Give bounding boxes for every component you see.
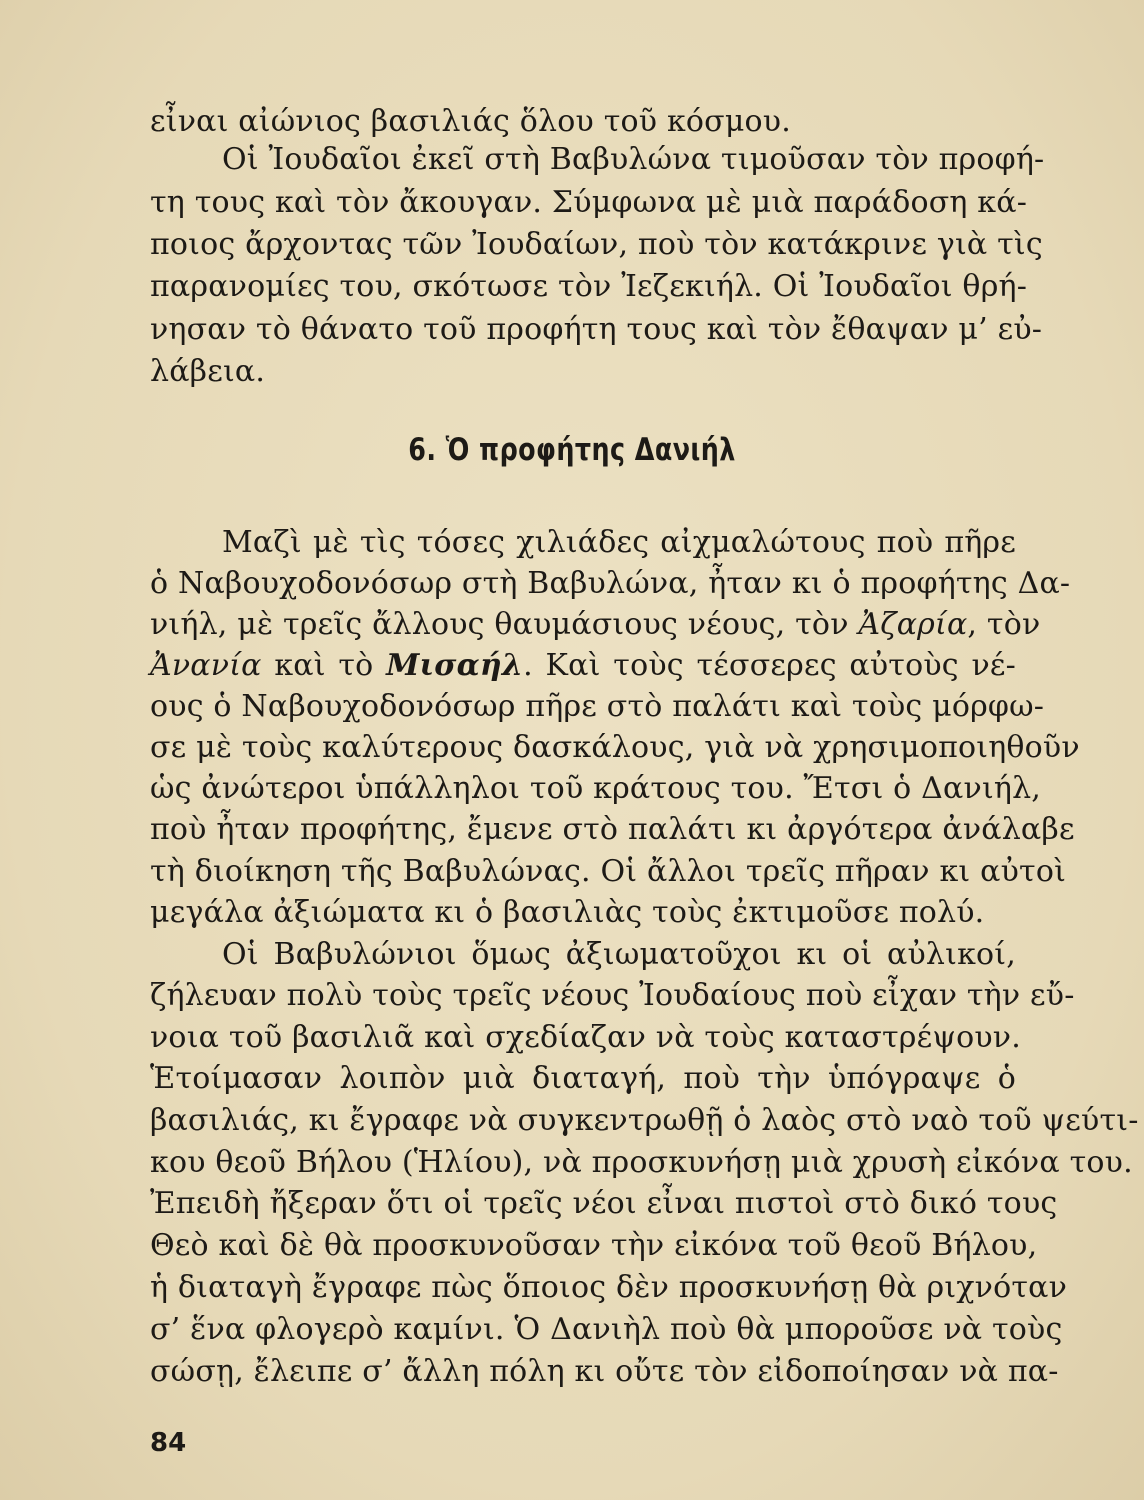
text-line: ζήλευαν πολὺ τοὺς τρεῖς νέους Ἰουδαίους ποὺ εἶχαν τὴν εὔ- [150,978,1075,1013]
text-line: Οἱ Ἰουδαῖοι ἐκεῖ στὴ Βαβυλώνα τιμοῦσαν τὸν προφή- [222,142,1045,177]
text-line: βασιλιάς, κι ἔγραφε νὰ συγκεντρωθῇ ὁ λαὸς στὸ ναὸ τοῦ ψεύτι- [150,1103,1139,1138]
text-line: μεγάλα ἀξιώματα κι ὁ βασιλιὰς τοὺς ἐκτιμοῦσε πολύ. [150,895,985,930]
text-line: κου θεοῦ Βήλου (Ἡλίου), νὰ προσκυνήσῃ μιὰ χρυσὴ εἰκόνα του. [150,1145,1133,1180]
text-line: ποιος ἄρχοντας τῶν Ἰουδαίων, ποὺ τὸν κατάκρινε γιὰ τὶς [150,227,1043,262]
text-line: τὴ διοίκηση τῆς Βαβυλώνας. Οἱ ἄλλοι τρεῖς πῆραν κι αὐτοὶ [150,854,1067,889]
text-line: εἶναι αἰώνιος βασιλιάς ὅλου τοῦ κόσμου. [150,104,791,139]
text-line [150,648,1016,684]
name-azarias: Ἀζαρία [858,607,968,642]
text-line: Θεὸ καὶ δὲ θὰ προσκυνοῦσαν τὴν εἰκόνα τοῦ θεοῦ Βήλου, [150,1228,1038,1263]
text-line: ὁ Ναβουχοδονόσωρ στὴ Βαβυλώνα, ἦταν κι ὁ προφήτης Δα- [150,566,1071,601]
text-line: ὡς ἀνώτεροι ὑπάλληλοι τοῦ κράτους του. Ἔτσι ὁ Δανιήλ, [150,771,1042,806]
text-line: σώσῃ, ἔλειπε σ’ ἄλλη πόλη κι οὔτε τὸν εἰδοποίησαν νὰ πα- [150,1354,1059,1389]
text-line: Ἐπειδὴ ἤξεραν ὅτι οἱ τρεῖς νέοι εἶναι πιστοὶ στὸ δικό τους [150,1186,1058,1221]
text-run: καὶ τὸ [261,648,387,683]
text-line: Ἑτοίμασαν λοιπὸν μιὰ διαταγή, ποὺ τὴν ὑπόγραψε ὁ [150,1061,1016,1096]
text-run: νιήλ, μὲ τρεῖς ἄλλους θαυμάσιους νέους, τὸν [150,607,859,642]
text-line: ἡ διαταγὴ ἔγραφε πὼς ὅποιος δὲν προσκυνήσῃ θὰ ριχνόταν [150,1270,1068,1305]
text-run: . Καὶ τοὺς τέσσερες αὐτοὺς νέ- [523,648,1016,683]
text-line: νοια τοῦ βασιλιᾶ καὶ σχεδίαζαν νὰ τοὺς καταστρέψουν. [150,1020,1021,1055]
section-heading: 6. Ὁ προφήτης Δανιήλ [408,432,736,468]
text-line: λάβεια. [150,354,266,389]
text-line: παρανομίες του, σκότωσε τὸν Ἰεζεκιήλ. Οἱ Ἰουδαῖοι θρή- [150,269,1028,304]
text-line: Οἱ Βαβυλώνιοι ὅμως ἀξιωματοῦχοι κι οἱ αὐλικοί, [222,937,1016,972]
text-line: νησαν τὸ θάνατο τοῦ προφήτη τους καὶ τὸν ἔθαψαν μ’ εὐ- [150,312,1043,347]
text-line: τη τους καὶ τὸν ἄκουγαν. Σύμφωνα μὲ μιὰ παράδοση κά- [150,185,1028,220]
page-number: 84 [150,1428,187,1458]
text-line: ους ὁ Ναβουχοδονόσωρ πῆρε στὸ παλάτι καὶ τοὺς μόρφω- [150,689,1045,724]
text-run: , τὸν [967,607,1041,642]
text-line: ποὺ ἦταν προφήτης, ἔμενε στὸ παλάτι κι ἀργότερα ἀνάλαβε [150,812,1075,847]
name-ananias: Ἀνανία [150,648,262,683]
text-line: σε μὲ τοὺς καλύτερους δασκάλους, γιὰ νὰ χρησιμοποιηθοῦν [150,730,1080,765]
text-line: σ’ ἕνα φλογερὸ καμίνι. Ὁ Δανιὴλ ποὺ θὰ μποροῦσε νὰ τοὺς [150,1312,1063,1347]
text-line: Μαζὶ μὲ τὶς τόσες χιλιάδες αἰχμαλώτους ποὺ πῆρε [222,525,1016,560]
text-line [150,607,1041,643]
name-misael: Μισαήλ [386,648,524,683]
